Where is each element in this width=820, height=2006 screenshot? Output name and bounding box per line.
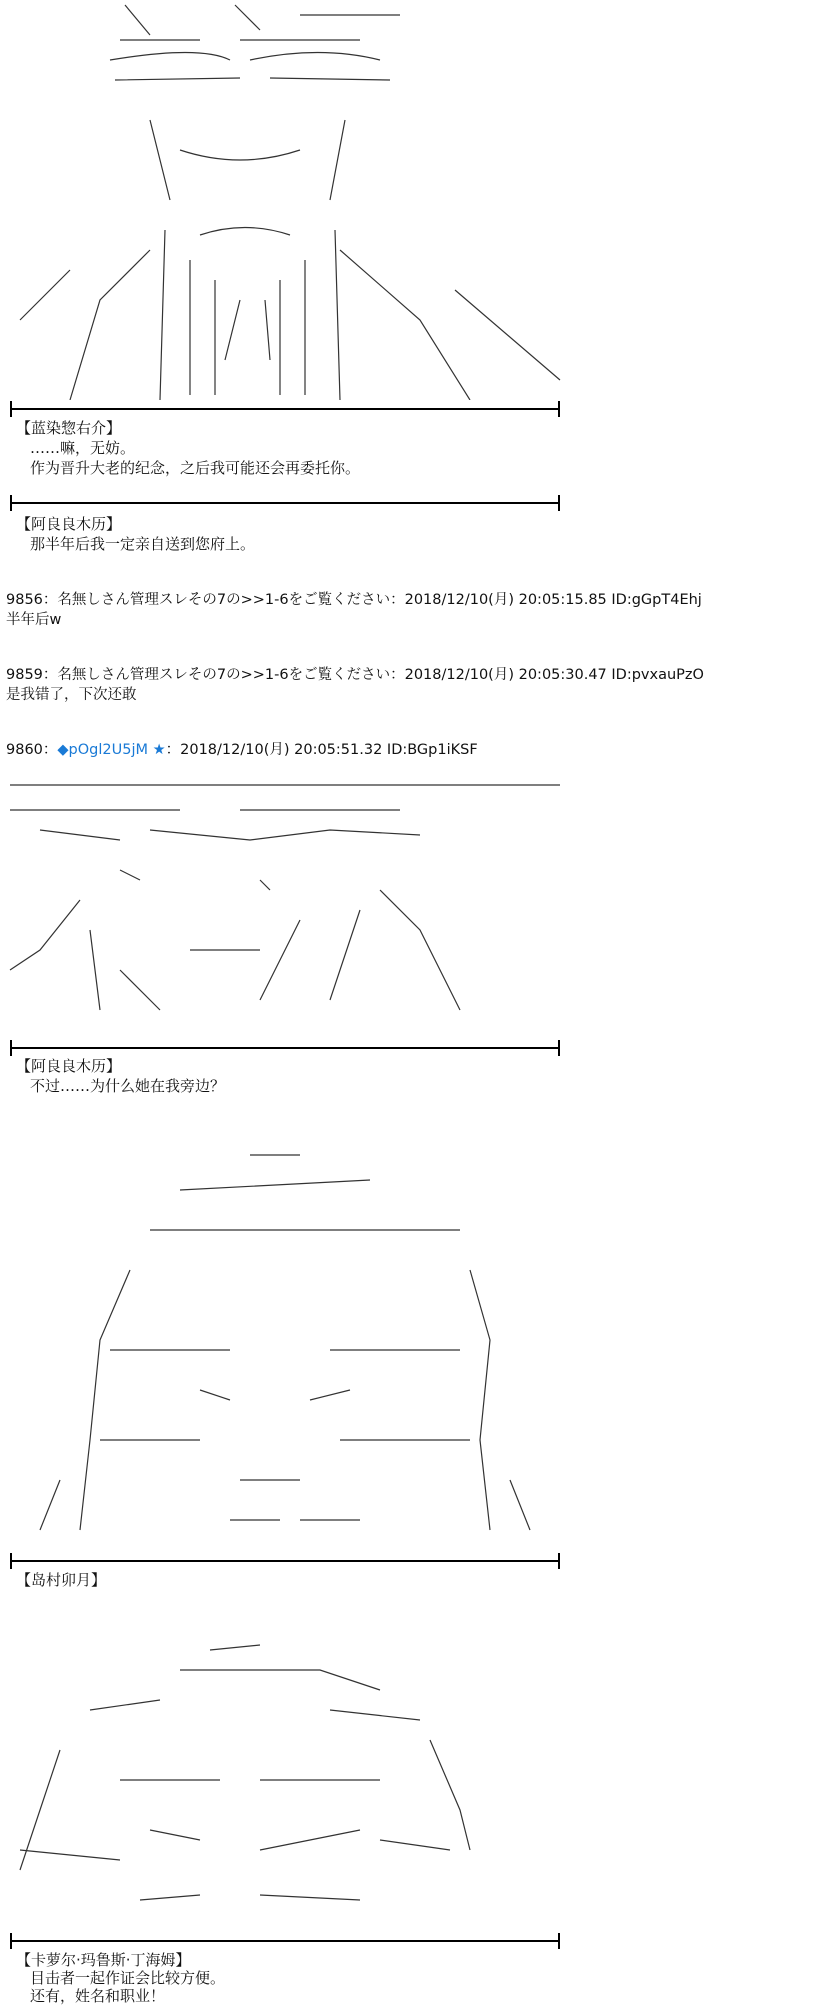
dialogue-line: ……嘛，无妨。 [30, 439, 136, 457]
section-divider-5 [10, 1933, 560, 1949]
speaker-name: 【蓝染惣右介】 [16, 419, 122, 437]
dialogue-line: 还有，姓名和职业！ [30, 1987, 166, 2005]
section-divider-4 [10, 1553, 560, 1569]
ascii-art-figure-4 [0, 1630, 580, 1930]
dialogue-line: 作为晋升大老的纪念，之后我可能还会再委托你。 [30, 459, 361, 477]
post-body: 是我错了，下次还敢 [6, 687, 137, 703]
speaker-name: 【阿良良木历】 [16, 1057, 122, 1075]
dialogue-line: 那半年后我一定亲自送到您府上。 [30, 535, 256, 553]
post-body: 半年后w [6, 612, 62, 628]
post-header: 9859：名無しさん管理スレその7の>>1-6をご覧ください：2018/12/10(月) 20:05:30.47 ID:pvxauPzO [6, 667, 704, 683]
speaker-name: 【岛村卯月】 [16, 1571, 107, 1589]
post-header: 9856：名無しさん管理スレその7の>>1-6をご覧ください：2018/12/10(月) 20:05:15.85 ID:gGpT4Ehj [6, 592, 702, 608]
dialogue-line: 目击者一起作证会比较方便。 [30, 1969, 226, 1987]
section-divider-3 [10, 1040, 560, 1056]
post-tripcode[interactable]: ◆pOgl2U5jM ★ [57, 742, 166, 758]
section-divider-2 [10, 495, 560, 511]
post-meta: ：2018/12/10(月) 20:05:51.32 ID:BGp1iKSF [165, 742, 478, 758]
ascii-art-figure-3 [0, 1140, 580, 1550]
section-divider-1 [10, 401, 560, 417]
post-header-9860 [6, 740, 478, 760]
ascii-art-figure-1 [0, 0, 580, 400]
speaker-name: 【阿良良木历】 [16, 515, 122, 533]
speaker-name: 【卡萝尔·玛鲁斯·丁海姆】 [16, 1951, 191, 1969]
post-number: 9860： [6, 742, 58, 758]
ascii-art-figure-2 [0, 770, 580, 1040]
dialogue-line: 不过……为什么她在我旁边？ [30, 1077, 226, 1095]
